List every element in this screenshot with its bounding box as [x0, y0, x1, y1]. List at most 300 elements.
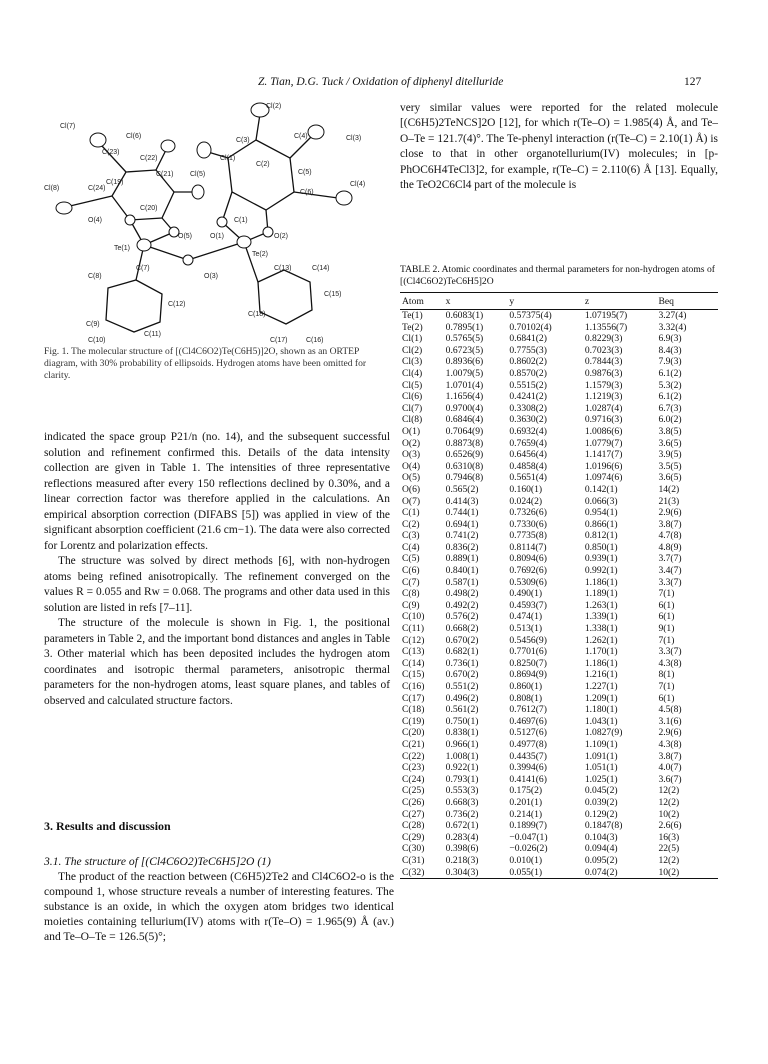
table-cell: 2.9(6): [658, 727, 682, 739]
atom-label: O(2): [274, 233, 288, 240]
atom-label: Te(2): [252, 251, 268, 258]
table-cell: 3.3(7): [658, 646, 682, 658]
table-row: [400, 322, 718, 334]
table-cell: 0.8873(8): [445, 437, 484, 449]
table-cell: 2.9(6): [658, 507, 682, 519]
table-cell: 3.3(7): [658, 576, 682, 588]
table-cell: 0.8936(6): [445, 356, 484, 368]
table-cell: 3.1(6): [658, 715, 682, 727]
atom-label: Cl(5): [190, 171, 206, 178]
table-cell: 1.13556(7): [584, 321, 628, 333]
table-cell: 0.553(3): [445, 785, 479, 797]
table-cell: 1.051(1): [584, 762, 618, 774]
table-cell: 0.793(1): [445, 773, 479, 785]
page-header: [30, 72, 710, 94]
paragraph: The structure of the molecule is shown in Fig. 1, the positional parameters in Table 2, and the important bond distances and angles in Table 3. Other material which has been deposited includes the hydrogen atom coordinates and isotropic thermal parameters, anisotropic thermal parameters for the non-hydrogen atoms, least square planes, and tables of observed and calculated structure factors.: [44, 617, 390, 707]
table-cell: 0.7755(3): [509, 344, 547, 356]
atom-label: C(13): [274, 265, 292, 272]
table-cell: 1.209(1): [584, 692, 618, 704]
table-cell: C(18): [402, 704, 425, 716]
table-cell: Cl(1): [402, 333, 423, 345]
table-cell: 1.109(1): [584, 738, 618, 750]
table-cell: 0.587(1): [445, 576, 479, 588]
table-cell: 3.6(5): [658, 472, 682, 484]
table-row: [400, 832, 718, 844]
column-header: y: [505, 293, 585, 310]
atom-label: C(8): [88, 273, 102, 280]
table-cell: −0.047(1): [509, 831, 548, 843]
table-row: [400, 669, 718, 681]
atom-label: O(1): [210, 233, 224, 240]
table-cell: 0.045(2): [584, 785, 618, 797]
table-cell: 3.8(5): [658, 425, 682, 437]
table-cell: 0.694(1): [445, 518, 479, 530]
table-cell: C(21): [402, 738, 425, 750]
atom-label: Cl(4): [350, 181, 366, 188]
table-cell: 0.8114(7): [509, 541, 547, 553]
table-row: [400, 449, 718, 461]
table-cell: 0.57375(4): [509, 310, 552, 321]
table-row: [400, 762, 718, 774]
table-row: [400, 739, 718, 751]
table-cell: 1.025(1): [584, 773, 618, 785]
table-cell: Cl(5): [402, 379, 423, 391]
table-row: [400, 820, 718, 832]
table-cell: 0.498(2): [445, 588, 479, 600]
table-cell: 4.0(7): [658, 762, 682, 774]
table-cell: 0.7692(6): [509, 565, 547, 577]
atom-label: C(5): [298, 169, 312, 176]
table-cell: 1.339(1): [584, 611, 618, 623]
table-cell: 1.0974(6): [584, 472, 623, 484]
table-cell: C(20): [402, 727, 425, 739]
table-cell: 9(1): [658, 623, 675, 635]
table-cell: 1.338(1): [584, 623, 618, 635]
table-cell: 7(1): [658, 588, 675, 600]
table-cell: 0.024(2): [509, 495, 543, 507]
table-cell: 0.576(2): [445, 611, 479, 623]
paragraph: The structure was solved by direct methods [6], with non-hydrogen atoms being refined anisotropically. The refinement converged on the values R = 0.055 and Rw = 0.068. The programs and other data used in this solution are listed in refs [7–11].: [44, 555, 390, 614]
table-cell: 0.812(1): [584, 530, 618, 542]
table-cell: 4.3(8): [658, 657, 682, 669]
table-cell: 0.838(1): [445, 727, 479, 739]
table-cell: 1.180(1): [584, 704, 618, 716]
table-cell: 0.992(1): [584, 565, 618, 577]
table-row: [400, 472, 718, 484]
table-row: [400, 507, 718, 519]
table-row: [400, 867, 718, 879]
atom-label: Cl(6): [126, 133, 142, 140]
column-header: Beq: [652, 293, 718, 310]
table-cell: C(12): [402, 634, 425, 646]
table-cell: 8.4(3): [658, 344, 682, 356]
table-cell: 0.8694(9): [509, 669, 547, 681]
table-cell: −0.026(2): [509, 843, 548, 855]
table-cell: C(30): [402, 843, 425, 855]
table-cell: 5.3(2): [658, 379, 682, 391]
table-row: [400, 727, 718, 739]
table-row: [400, 600, 718, 612]
figure-caption: Fig. 1. The molecular structure of [(Cl4C6O2)Te(C6H5)]2O, shown as an ORTEP diagram, with 30% probability of ellipsoids. Hydrogen atoms have been omitted for clarity.: [44, 346, 367, 381]
table-cell: 0.414(3): [445, 495, 479, 507]
table-cell: 3.5(5): [658, 460, 682, 472]
table-cell: 0.889(1): [445, 553, 479, 565]
atomic-coordinates-table: [400, 292, 718, 879]
atom-label: C(7): [136, 265, 150, 272]
table-cell: 0.4858(4): [509, 460, 547, 472]
table-row: [400, 461, 718, 473]
table-cell: 1.1219(3): [584, 391, 623, 403]
table-cell: 1.186(1): [584, 657, 618, 669]
table-cell: 0.7612(7): [509, 704, 547, 716]
table-cell: 6.0(2): [658, 414, 682, 426]
table-row: [400, 496, 718, 508]
table-row: [400, 588, 718, 600]
table-cell: 0.7946(8): [445, 472, 484, 484]
table-cell: C(17): [402, 692, 425, 704]
table-cell: C(14): [402, 657, 425, 669]
table-row: [400, 704, 718, 716]
table-cell: C(2): [402, 518, 420, 530]
subsection: [44, 854, 394, 944]
table-cell: 0.4697(6): [509, 715, 547, 727]
atom-label: C(24): [88, 185, 106, 192]
table-cell: C(28): [402, 820, 425, 832]
table-cell: 8(1): [658, 669, 675, 681]
table-cell: 0.565(2): [445, 483, 479, 495]
table-cell: O(2): [402, 437, 421, 449]
atom-label: Cl(3): [346, 135, 362, 142]
table-cell: 0.513(1): [509, 623, 543, 635]
table-cell: C(31): [402, 854, 425, 866]
table-cell: 1.227(1): [584, 681, 618, 692]
table-cell: 0.7844(3): [584, 356, 623, 368]
table-cell: 1.043(1): [584, 715, 618, 727]
table-cell: C(26): [402, 796, 425, 808]
table-cell: 0.866(1): [584, 518, 618, 530]
atom-label: C(21): [156, 171, 174, 178]
atom-label: C(17): [270, 337, 288, 344]
atom-label: C(1): [234, 217, 248, 224]
table-cell: 0.3630(2): [509, 414, 547, 426]
table-row: [400, 855, 718, 867]
table-cell: 0.7326(6): [509, 507, 547, 519]
table-cell: 0.736(2): [445, 808, 479, 820]
table-cell: 0.104(3): [584, 831, 618, 843]
table-cell: 22(5): [658, 843, 680, 855]
table-cell: 0.850(1): [584, 541, 618, 553]
table-cell: 0.551(2): [445, 681, 479, 692]
section-heading: 3. Results and discussion: [44, 819, 171, 833]
table-cell: 0.142(1): [584, 483, 618, 495]
table-cell: 0.283(4): [445, 831, 479, 843]
atom-label: Cl(1): [220, 155, 236, 162]
table-cell: 0.6310(8): [445, 460, 484, 472]
atom-label: O(5): [178, 233, 192, 240]
table-row: [400, 716, 718, 728]
table-cell: 0.668(2): [445, 623, 479, 635]
table-cell: 0.7701(6): [509, 646, 547, 658]
table-cell: 0.3994(6): [509, 762, 547, 774]
table-cell: 0.175(2): [509, 785, 543, 797]
table-cell: 1.170(1): [584, 646, 618, 658]
table-cell: 0.7895(1): [445, 321, 484, 333]
table-cell: 1.186(1): [584, 576, 618, 588]
column-header: z: [585, 293, 653, 310]
table-cell: C(1): [402, 507, 420, 519]
table-cell: C(8): [402, 588, 420, 600]
table-cell: 1.07195(7): [584, 310, 628, 321]
table-cell: O(3): [402, 449, 421, 461]
atom-label: Te(1): [114, 245, 130, 252]
table-cell: 1.0196(6): [584, 460, 623, 472]
table-cell: 0.8094(6): [509, 553, 547, 565]
table-cell: C(6): [402, 565, 420, 577]
table-cell: C(3): [402, 530, 420, 542]
table-cell: Cl(7): [402, 402, 423, 414]
table-cell: 6.1(2): [658, 367, 682, 379]
table-caption: TABLE 2. Atomic coordinates and thermal parameters for non-hydrogen atoms of [(Cl4C6O2)TeC6H5]2O: [400, 264, 715, 287]
table-cell: 4.3(8): [658, 738, 682, 750]
table-cell: C(13): [402, 646, 425, 658]
table-cell: 0.836(2): [445, 541, 479, 553]
table-cell: 6(1): [658, 599, 675, 611]
table-cell: 0.5309(6): [509, 576, 547, 588]
table-row: [400, 635, 718, 647]
atom-label: C(15): [324, 291, 342, 298]
table-cell: 0.6456(4): [509, 449, 547, 461]
table-row: [400, 438, 718, 450]
table-cell: 0.4141(6): [509, 773, 547, 785]
table-cell: Te(1): [402, 310, 423, 321]
table-cell: 12(2): [658, 785, 680, 797]
table-row: [400, 519, 718, 531]
table-cell: C(10): [402, 611, 425, 623]
table-cell: 0.7064(9): [445, 425, 484, 437]
table-cell: 0.939(1): [584, 553, 618, 565]
paragraph: very similar values were reported for the related molecule [(C6H5)2TeNCS]2O [12], for which r(Te–O) = 1.985(4) Å, and Te–O–Te = 121.7(4)°. The Te-phenyl interaction (r(Te–C) = 2.10(1) Å) is close to that in other organotellurium(IV) molecules; in [p-PhOC6H4TeCl3]2, for example, r(Te–C) = 2.110(6) Å [13]. Equally, the TeO2C6Cl4 part of the molecule is: [400, 102, 718, 192]
table-cell: 0.966(1): [445, 738, 479, 750]
table-cell: 1.216(1): [584, 669, 618, 681]
atom-label: C(11): [144, 331, 161, 338]
table-row: [400, 380, 718, 392]
atom-label: Cl(7): [60, 123, 76, 130]
table-cell: 0.8250(7): [509, 657, 547, 669]
table-cell: 0.4593(7): [509, 599, 547, 611]
table-cell: 1.1656(4): [445, 391, 484, 403]
atom-label: Cl(8): [44, 185, 60, 192]
atom-label: C(14): [312, 265, 330, 272]
table-cell: 6.7(3): [658, 402, 682, 414]
table-row: [400, 785, 718, 797]
table-cell: 0.8602(2): [509, 356, 547, 368]
table-cell: 0.4435(7): [509, 750, 547, 762]
table-cell: 0.5127(6): [509, 727, 547, 739]
table-cell: C(19): [402, 715, 425, 727]
table-cell: 0.682(1): [445, 646, 479, 658]
table-cell: 0.095(2): [584, 854, 618, 866]
atom-label: C(20): [140, 205, 158, 212]
table-cell: 7.9(3): [658, 356, 682, 368]
atom-label: C(3): [236, 137, 250, 144]
table-cell: C(16): [402, 681, 425, 692]
table-cell: 12(2): [658, 796, 680, 808]
table-cell: 6(1): [658, 611, 675, 623]
table-cell: 0.1847(8): [584, 820, 623, 832]
table-row: [400, 391, 718, 403]
running-head: Z. Tian, D.G. Tuck / Oxidation of diphenyl ditelluride: [258, 76, 504, 88]
table-cell: 4.8(9): [658, 541, 682, 553]
table-cell: 0.561(2): [445, 704, 479, 716]
table-row: [400, 809, 718, 821]
table-row: [400, 368, 718, 380]
table-cell: O(6): [402, 483, 421, 495]
table-cell: 3.27(4): [658, 310, 687, 321]
table-cell: Cl(4): [402, 367, 423, 379]
table-cell: 0.70102(4): [509, 321, 552, 333]
table-cell: 0.201(1): [509, 796, 543, 808]
table-cell: 0.496(2): [445, 692, 479, 704]
table-cell: C(15): [402, 669, 425, 681]
table-cell: Cl(2): [402, 344, 423, 356]
table-cell: 2.6(6): [658, 820, 682, 832]
table-row: [400, 565, 718, 577]
table-cell: 0.094(4): [584, 843, 618, 855]
table-cell: 4.7(8): [658, 530, 682, 542]
table-cell: 3.32(4): [658, 321, 687, 333]
table-cell: 7(1): [658, 634, 675, 646]
table-cell: 0.5515(2): [509, 379, 547, 391]
table-cell: 0.398(6): [445, 843, 479, 855]
table-cell: 3.4(7): [658, 565, 682, 577]
table-cell: 3.7(7): [658, 553, 682, 565]
table-cell: 0.7330(6): [509, 518, 547, 530]
table-row: [400, 484, 718, 496]
table-cell: 0.750(1): [445, 715, 479, 727]
atom-label: C(22): [140, 155, 158, 162]
table-cell: 0.6841(2): [509, 333, 547, 345]
table-cell: 0.6723(5): [445, 344, 484, 356]
column-header: x: [446, 293, 506, 310]
table-cell: 0.744(1): [445, 507, 479, 519]
table-row: [400, 542, 718, 554]
table-cell: 10(2): [652, 867, 718, 879]
table-row: [400, 797, 718, 809]
table-cell: 0.6932(4): [509, 425, 547, 437]
table-row: [400, 414, 718, 426]
table-cell: 6.1(2): [658, 391, 682, 403]
table-cell: 0.1899(7): [509, 820, 547, 832]
page-number: 127: [684, 76, 702, 88]
table-row: [400, 356, 718, 368]
atom-label: C(6): [300, 189, 314, 196]
table-cell: 21(3): [658, 495, 680, 507]
atom-label: O(4): [88, 217, 102, 224]
table-cell: 12(2): [658, 854, 680, 866]
table-cell: 1.0079(5): [445, 367, 484, 379]
table-cell: 7(1): [658, 681, 675, 692]
atom-label: Cl(2): [266, 103, 282, 110]
table-cell: 1.1579(3): [584, 379, 623, 391]
table-row: [400, 681, 718, 693]
table-cell: 0.9700(4): [445, 402, 484, 414]
table-cell: Cl(3): [402, 356, 423, 368]
table-cell: 3.8(7): [658, 518, 682, 530]
table-cell: 0.010(1): [509, 854, 543, 866]
table-row: [400, 310, 718, 322]
table-cell: 0.672(1): [445, 820, 479, 832]
table-row: [400, 623, 718, 635]
table-cell: 0.736(1): [445, 657, 479, 669]
table-row: [400, 693, 718, 705]
table-cell: 1.263(1): [584, 599, 618, 611]
table-cell: 0.304(3): [446, 867, 506, 879]
table-cell: Cl(8): [402, 414, 423, 426]
paragraph: indicated the space group P21/n (no. 14), and the subsequent successful solution and refinement confirmed this. Details of the data intensity collection are given in Table 1. The intensities of three representative reflections measured after every 150 reflections declined by 0.30%, and a linear correction factor was therefore applied in the calculations. An empirical absorption correction (DIFABS [5]) was applied in view of the significant absorption coefficient (21.6 cm−1). The data were also corrected for Lorentz and polarization effects.: [44, 431, 391, 552]
table-row: [400, 774, 718, 786]
table-row: [400, 611, 718, 623]
table-cell: C(22): [402, 750, 425, 762]
atom-label: C(2): [256, 161, 270, 168]
table-cell: 1.0701(4): [445, 379, 484, 391]
table-cell: 3.8(7): [658, 750, 682, 762]
table-cell: 1.0827(9): [584, 727, 623, 739]
atom-label: C(10): [88, 337, 106, 344]
table-cell: 1.262(1): [584, 634, 618, 646]
table-cell: 0.670(2): [445, 669, 479, 681]
table-row: [400, 530, 718, 542]
table-cell: 1.0086(6): [584, 425, 623, 437]
atom-label: C(4): [294, 133, 308, 140]
table-cell: 1.008(1): [445, 750, 479, 762]
table-cell: 6.9(3): [658, 333, 682, 345]
table-cell: 0.7735(8): [509, 530, 547, 542]
table-cell: 0.808(1): [509, 692, 543, 704]
atom-label: C(9): [86, 321, 100, 328]
table-cell: C(4): [402, 541, 420, 553]
table-cell: Cl(6): [402, 391, 423, 403]
table-cell: 0.8229(3): [584, 333, 623, 345]
table-cell: 0.7659(4): [509, 437, 547, 449]
table-cell: 0.214(1): [509, 808, 543, 820]
table-cell: 16(3): [658, 831, 680, 843]
table-cell: 3.9(5): [658, 449, 682, 461]
table-cell: 1.0287(4): [584, 402, 623, 414]
table-row: [400, 577, 718, 589]
subsection-heading: 3.1. The structure of [(Cl4C6O2)TeC6H5]2O (1): [44, 855, 271, 868]
table-row: [400, 333, 718, 345]
table-row: [400, 646, 718, 658]
table-row: [400, 403, 718, 415]
table-cell: C(11): [402, 623, 425, 635]
table-cell: 0.055(1): [505, 867, 585, 879]
table-cell: 0.066(3): [584, 495, 618, 507]
table-cell: 0.670(2): [445, 634, 479, 646]
atom-label: C(16): [306, 337, 324, 344]
table-cell: 0.490(1): [509, 588, 543, 600]
table-cell: 0.9716(3): [584, 414, 623, 426]
table-cell: 1.1417(7): [584, 449, 623, 461]
table-cell: C(5): [402, 553, 420, 565]
table-cell: C(7): [402, 576, 420, 588]
table-cell: 0.5651(4): [509, 472, 547, 484]
paragraph: The product of the reaction between (C6H5)2Te2 and Cl4C6O2-o is the compound 1, whose structure reveals a number of interesting features. The substance is an oxide, in which the oxygen atom bridges two identical moieties containing tellurium(IV) atoms with r(Te–O) = 1.965(9) Å (av.) and Te–O–Te = 126.5(5)°;: [44, 870, 394, 943]
table-cell: 0.129(2): [584, 808, 618, 820]
table-cell: Te(2): [402, 321, 423, 333]
table-cell: C(27): [402, 808, 425, 820]
table-cell: C(24): [402, 773, 425, 785]
table-cell: 1.091(1): [584, 750, 618, 762]
